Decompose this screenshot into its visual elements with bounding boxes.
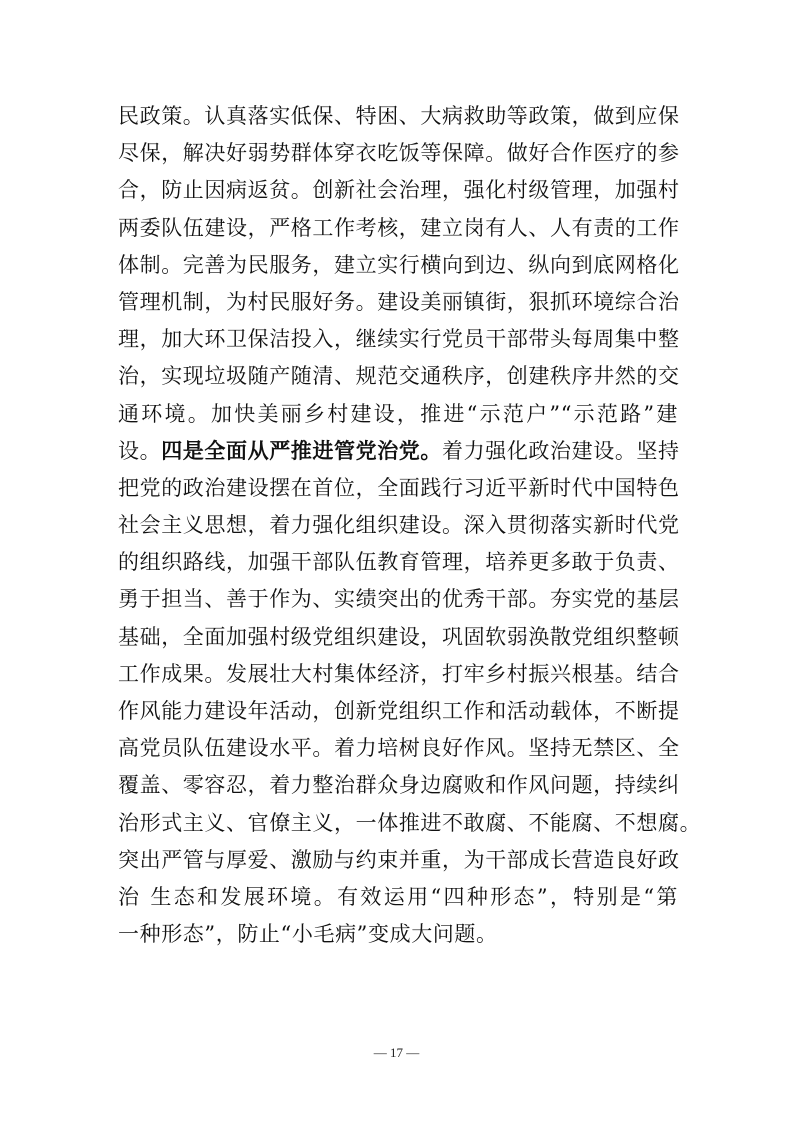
text-line: 治，实现垃圾随产随清、规范交通秩序，创建秩序井然的交 bbox=[118, 364, 680, 389]
text-line: 把党的政治建设摆在首位，全面践行习近平新时代中国特色 bbox=[118, 475, 680, 500]
body-text bbox=[118, 98, 702, 953]
text-line: 体制。完善为民服务，建立实行横向到边、纵向到底网格化 bbox=[118, 252, 680, 277]
text-line: 民政策。认真落实低保、特困、大病救助等政策，做到应保 bbox=[118, 104, 680, 128]
page-number: — 17 — bbox=[373, 1045, 420, 1060]
text-line: 基础，全面加强村级党组织建设，巩固软弱涣散党组织整顿 bbox=[118, 624, 680, 649]
text-line: 覆盖、零容忍，着力整治群众身边腐败和作风问题，持续纠 bbox=[118, 773, 680, 798]
text-line: 高党员队伍建设水平。着力培树良好作风。坚持无禁区、全 bbox=[118, 736, 680, 761]
text-line: 治形式主义、官僚主义，一体推进不敢腐、不能腐、不想腐。 bbox=[118, 810, 702, 835]
text-segment: 着力强化政治建设。坚持 bbox=[442, 438, 680, 463]
text-line: 社会主义思想，着力强化组织建设。深入贯彻落实新时代党 bbox=[118, 513, 680, 538]
text-line: 理，加大环卫保洁投入，继续实行党员干部带头每周集中整 bbox=[118, 327, 680, 352]
text-line: 工作成果。发展壮大村集体经济，打牢乡村振兴根基。结合 bbox=[118, 661, 680, 686]
text-line: 勇于担当、善于作为、实绩突出的优秀干部。夯实党的基层 bbox=[118, 587, 680, 612]
text-line: 一种形态”，防止“小毛病”变成大问题。 bbox=[118, 922, 498, 947]
text-segment: 设。 bbox=[118, 438, 162, 463]
text-line: 合，防止因病返贫。创新社会治理，强化村级管理，加强村 bbox=[118, 178, 680, 203]
text-line: 管理机制，为村民服好务。建设美丽镇街，狠抓环境综合治 bbox=[118, 289, 680, 314]
text-line: 的组织路线，加强干部队伍教育管理，培养更多敢于负责、 bbox=[118, 550, 680, 575]
text-line: 通环境。加快美丽乡村建设，推进“示范户”“示范路”建 bbox=[118, 401, 678, 426]
text-line: 两委队伍建设，严格工作考核，建立岗有人、人有责的工作 bbox=[118, 215, 680, 240]
text-line: 尽保，解决好弱势群体穿衣吃饭等保障。做好合作医疗的参 bbox=[118, 141, 680, 166]
text-line bbox=[118, 433, 678, 470]
bold-heading-phrase: 四是全面从严推进管党治党。 bbox=[161, 438, 443, 463]
text-line: 作风能力建设年活动，创新党组织工作和活动载体，不断提 bbox=[118, 699, 680, 723]
text-line: 治 生态和发展环境。有效运用“四种形态”，特别是“第 bbox=[118, 884, 678, 909]
text-line: 突出严管与厚爱、激励与约束并重，为干部成长营造良好政 bbox=[118, 847, 680, 872]
